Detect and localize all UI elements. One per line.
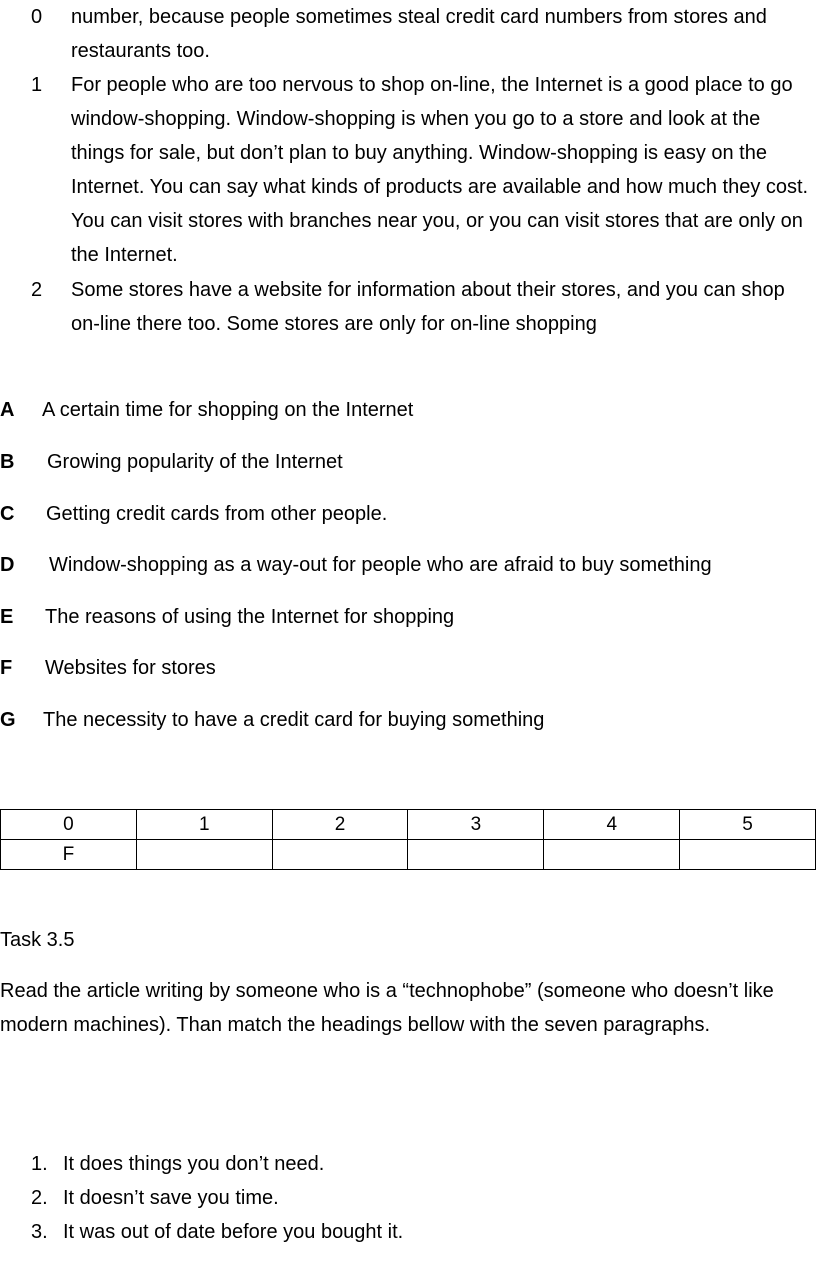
heading-letter: D [0, 554, 15, 576]
heading-text: Websites for stores [45, 657, 216, 679]
heading-letter: B [0, 451, 15, 473]
paragraph-text: number, because people sometimes steal credit card numbers from stores and restaurants too. [71, 6, 767, 62]
heading-d [0, 548, 816, 582]
list-item-number: 3. [31, 1221, 48, 1243]
paragraph-number: 1 [31, 74, 43, 96]
paragraph-text: For people who are too nervous to shop on-line, the Internet is a good place to go window-shopping. Window-shopping is when you go to a store and look at the things for sale, but don’t plan to buy anything. Window-shopping is easy on the Internet. You can say what kinds of products are available and how much they cost. You can visit stores with branches near you, or you can visit stores that are only on the Internet. [71, 74, 809, 266]
heading-letter: C [0, 503, 15, 525]
list-item-number: 1. [31, 1153, 48, 1175]
heading-text: Growing popularity of the Internet [47, 451, 343, 473]
heading-text: The necessity to have a credit card for buying something [43, 709, 545, 731]
answer-cell[interactable] [544, 840, 680, 870]
heading-text: A certain time for shopping on the Internet [42, 399, 414, 421]
answer-cell[interactable] [408, 840, 544, 870]
list-item-number: 2. [31, 1187, 48, 1209]
heading-g [0, 703, 816, 737]
paragraph-number: 2 [31, 279, 43, 301]
heading-text: Window-shopping as a way-out for people who are afraid to buy something [49, 554, 712, 576]
answer-table [0, 809, 816, 870]
heading-letter: E [0, 606, 14, 628]
task-instructions: Read the article writing by someone who is a “technophobe” (someone who doesn’t like modern machines). Than match the headings bellow with the seven paragraphs. [0, 980, 774, 1036]
answer-cell[interactable] [680, 840, 816, 870]
table-header-cell: 0 [1, 810, 137, 840]
table-header-cell: 2 [272, 810, 408, 840]
answer-cell[interactable] [136, 840, 272, 870]
answer-cell[interactable] [272, 840, 408, 870]
paragraph-number: 0 [31, 6, 43, 28]
heading-f [0, 651, 816, 685]
table-header-cell: 1 [136, 810, 272, 840]
heading-letter: G [0, 709, 16, 731]
table-header-cell: 4 [544, 810, 680, 840]
table-header-cell: 3 [408, 810, 544, 840]
answer-cell[interactable]: F [1, 840, 137, 870]
heading-b [0, 445, 816, 479]
list-item-text: It doesn’t save you time. [63, 1187, 279, 1209]
list-item-text: It does things you don’t need. [63, 1153, 325, 1175]
task-title: Task 3.5 [0, 929, 75, 951]
paragraph-text: Some stores have a website for information about their stores, and you can shop on-line there too. Some stores are only for on-line shopping [71, 279, 785, 335]
heading-a [0, 393, 816, 427]
list-item-text: It was out of date before you bought it. [63, 1221, 404, 1243]
heading-text: The reasons of using the Internet for shopping [45, 606, 455, 628]
heading-letter: F [0, 657, 13, 679]
heading-letter: A [0, 399, 15, 421]
heading-e [0, 600, 816, 634]
answer-table-answer-row [1, 840, 816, 870]
answer-table-header-row [1, 810, 816, 840]
table-header-cell: 5 [680, 810, 816, 840]
heading-text: Getting credit cards from other people. [46, 503, 388, 525]
heading-c [0, 497, 816, 531]
